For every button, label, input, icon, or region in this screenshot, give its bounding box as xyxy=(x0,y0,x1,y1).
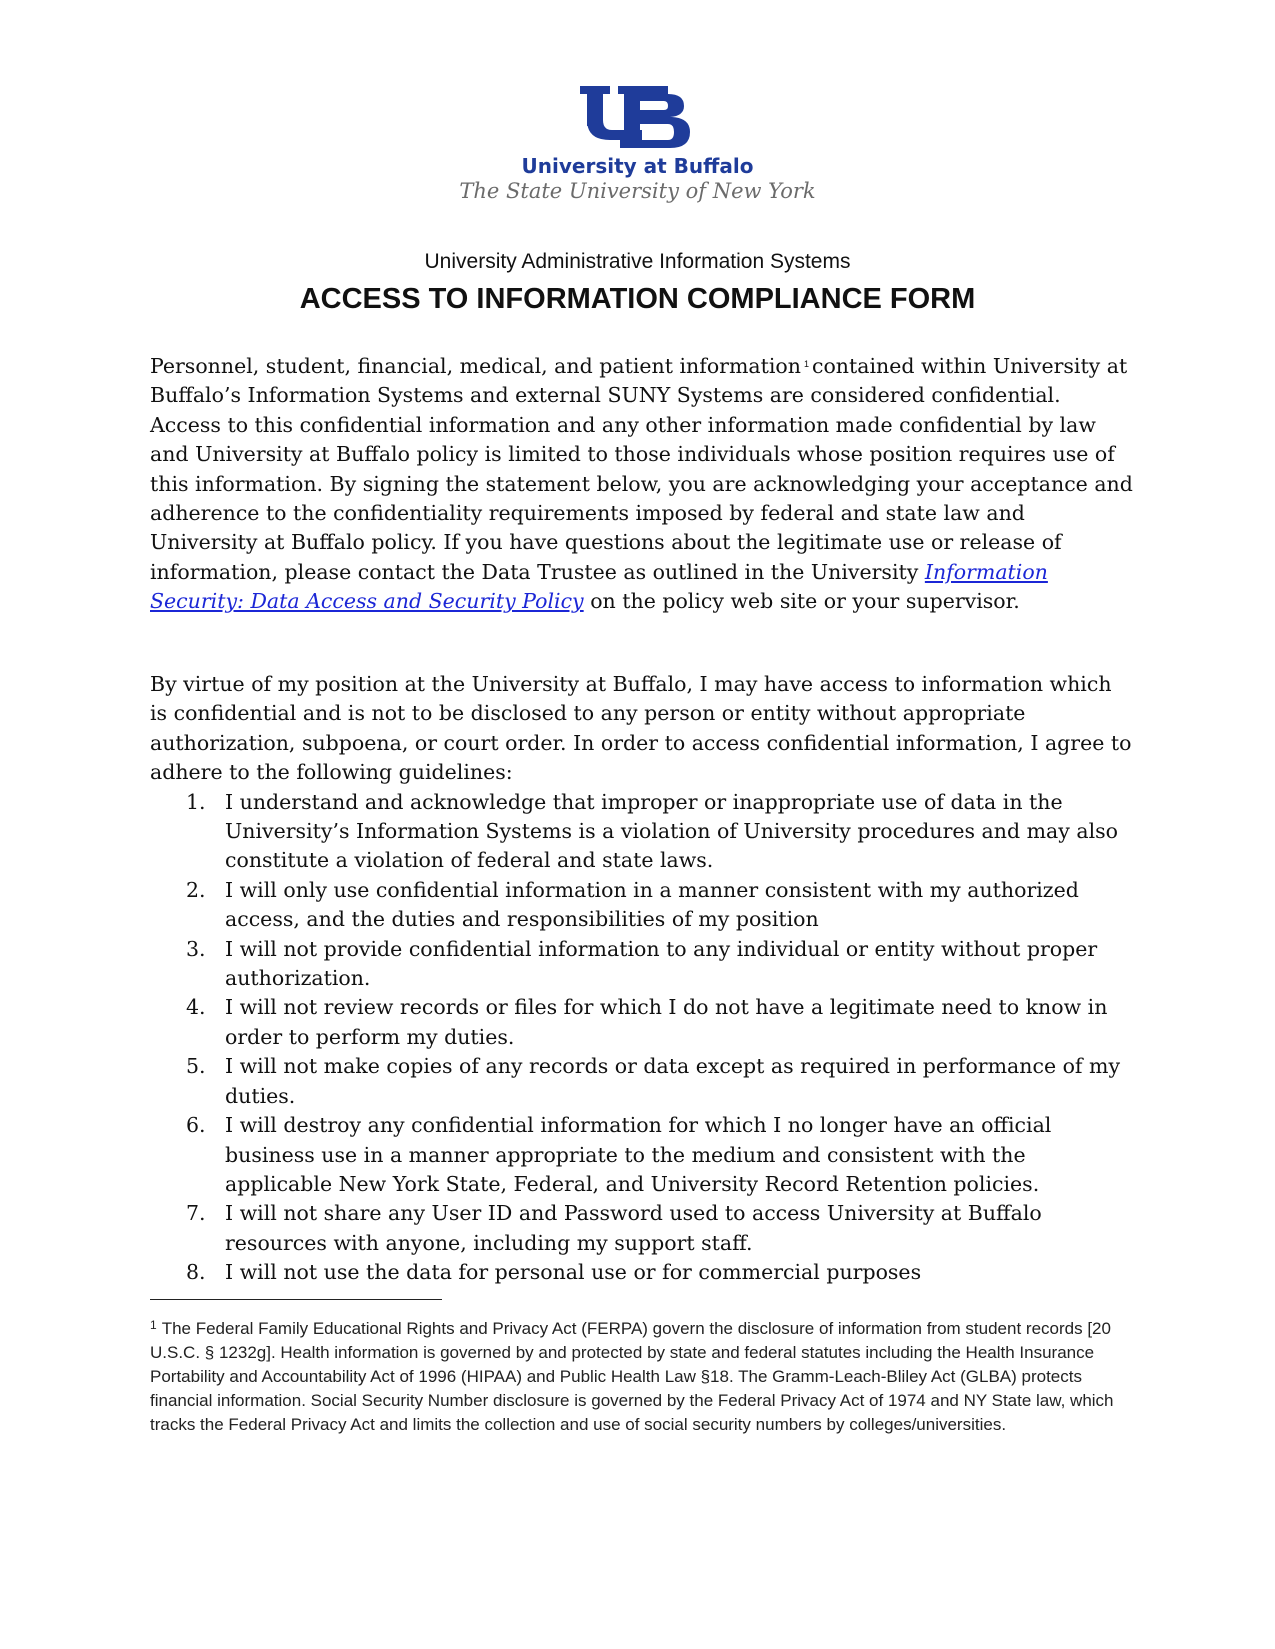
logo-tagline: The State University of New York xyxy=(459,179,816,203)
list-item-number: 1. xyxy=(186,789,206,814)
list-item-text: I will not provide confidential information to any individual or entity without proper authorization. xyxy=(225,936,1098,991)
list-item xyxy=(150,788,1135,876)
list-item-text: I will not review records or files for which I do not have a legitimate need to know in order to perform my duties. xyxy=(225,995,1108,1049)
page-title: ACCESS TO INFORMATION COMPLIANCE FORM xyxy=(299,283,976,315)
list-item-number: 4. xyxy=(186,995,206,1020)
list-item xyxy=(150,1111,1135,1199)
logo-university-name: University at Buffalo xyxy=(521,154,754,178)
footnote-divider xyxy=(150,1299,442,1300)
list-item xyxy=(150,876,1135,935)
list-item-text: I will not make copies of any records or data except as required in performance of my duties. xyxy=(225,1054,1121,1108)
footnote-mark: 1 xyxy=(150,1318,157,1332)
ub-logo-mark xyxy=(580,86,696,148)
footnote-text: The Federal Family Educational Rights and Privacy Act (FERPA) govern the disclosure of information from student records [20 U.S.C. § 1232g]. Health information is governed by and protected by state and federal statutes including the Health Insurance Portability and Accountability Act of 1996 (HIPAA) and Public Health Law §18. The Gramm-Leach-Bliley Act (GLBA) protects financial information. Social Security Number disclosure is governed by the Federal Privacy Act of 1974 and NY State law, which tracks the Federal Privacy Act and limits the collection and use of social security numbers by colleges/universities. xyxy=(150,1319,1114,1434)
list-item-number: 2. xyxy=(186,877,206,902)
list-item-number: 5. xyxy=(186,1054,206,1079)
intro-paragraph xyxy=(150,350,1135,617)
footnote xyxy=(150,1313,1135,1437)
list-item-text: I understand and acknowledge that improper or inappropriate use of data in the University’s Information Systems is a violation of University procedures and may also constitute a violation of federal and state laws. xyxy=(225,789,1119,873)
intro-text-part-2: contained within University at Buffalo’s Information Systems and external SUNY Systems are considered confidential. Access to this confidential information and any other information made confidential by law and University at Buffalo policy is limited to those individuals whose position requires use of this information. By signing the statement below, you are acknowledging your acceptance and adherence to the confidentiality requirements imposed by federal and state law and University at Buffalo policy. If you have questions about the legitimate use or release of information, please contact the Data Trustee as outlined in the University xyxy=(150,354,1133,584)
list-item-text: I will only use confidential information in a manner consistent with my authorized access, and the duties and responsibilities of my position xyxy=(225,877,1079,932)
agreement-paragraph: By virtue of my position at the University at Buffalo, I may have access to information which is confidential and is not to be disclosed to any person or entity without appropriate authorization, subpoena, or court order. In order to access confidential information, I agree to adhere to the following guidelines: xyxy=(150,672,1132,785)
guidelines-list xyxy=(150,788,1135,1288)
list-item-text: I will not share any User ID and Password used to access University at Buffalo resources with anyone, including my support staff. xyxy=(225,1201,1042,1255)
list-item xyxy=(150,935,1135,994)
list-item xyxy=(150,1258,1135,1287)
list-item-number: 6. xyxy=(186,1113,206,1138)
list-item xyxy=(150,993,1135,1052)
list-item-text: I will not use the data for personal use or for commercial purposes xyxy=(225,1260,922,1285)
list-item xyxy=(150,1199,1135,1258)
ub-logo xyxy=(0,86,1275,203)
list-item-text: I will destroy any confidential information for which I no longer have an official business use in a manner appropriate to the medium and consistent with the applicable New York State, Federal, and University Record Retention policies. xyxy=(225,1113,1052,1196)
list-item-number: 3. xyxy=(186,936,206,961)
agreement-section xyxy=(150,670,1135,1288)
list-item-number: 8. xyxy=(186,1260,206,1285)
list-item-number: 7. xyxy=(186,1201,206,1226)
list-item xyxy=(150,1052,1135,1111)
policy-link[interactable]: Information Security: Data Access and Security Policy xyxy=(150,559,1048,614)
department-subheading: University Administrative Information Systems xyxy=(424,250,851,273)
intro-text-part-3: on the policy web site or your supervisor. xyxy=(590,589,1020,614)
footnote-reference[interactable]: 1 xyxy=(803,359,809,369)
intro-text-part-1: Personnel, student, financial, medical, and patient information xyxy=(150,354,801,378)
